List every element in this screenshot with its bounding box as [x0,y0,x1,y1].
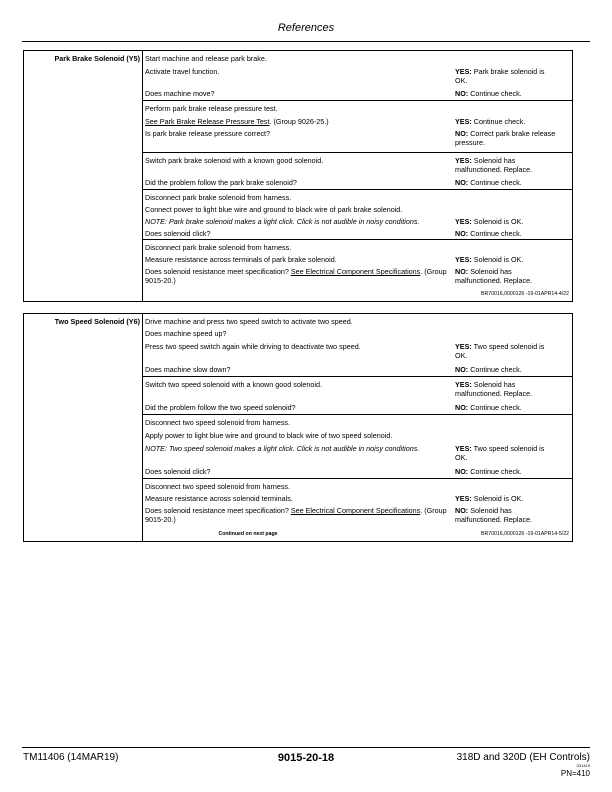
step-text: Disconnect park brake solenoid from harness. [145,243,292,252]
check-row [143,189,572,240]
check-row [143,152,572,190]
step-text: Does solenoid click? [145,467,211,476]
result-text: YES: Solenoid is OK. [455,255,524,264]
step-text: Does machine slow down? [145,365,231,374]
result-text: YES: Continue check. [455,117,526,126]
footer-rule [22,747,590,748]
step-text: Is park brake release pressure correct? [145,129,271,138]
step-text: Does machine move? [145,89,215,98]
step-text: Does solenoid resistance meet specification? See Electrical Component Specifications. (Group 9015-20.) [145,506,447,524]
specifications-link[interactable]: See Electrical Component Specifications [290,267,421,276]
check-row [143,376,572,415]
reference-code: BR70016,0000126 -19-01APR14-4/22 [481,291,569,297]
step-text: Does solenoid resistance meet specification? See Electrical Component Specifications. (Group 9015-20.) [145,267,447,285]
check-row [143,239,572,302]
reference-code: BR70016,0000126 -19-01APR14-5/22 [481,531,569,537]
specifications-link[interactable]: See Electrical Component Specifications [290,506,421,515]
result-text: NO: Continue check. [455,467,522,476]
result-text: YES: Two speed solenoid is OK. [455,444,545,462]
result-text: YES: Solenoid has malfunctioned. Replace. [455,156,533,174]
step-text: Disconnect two speed solenoid from harness. [145,482,291,491]
continued-note: Continued on next page [218,531,278,537]
note-text: NOTE: Two speed solenoid makes a light click. Click is not audible in noisy conditions. [145,444,420,453]
step-text: Activate travel function. [145,67,220,76]
component-cell [24,314,143,541]
note-text: NOTE: Park brake solenoid makes a light click. Click is not audible in noisy conditions. [145,217,420,226]
result-text: YES: Solenoid is OK. [455,217,524,226]
step-text: Press two speed switch again while driving to deactivate two speed. [145,342,361,351]
result-text: NO: Solenoid has malfunctioned. Replace. [455,506,533,524]
result-text: YES: Solenoid is OK. [455,494,524,503]
step-text: Disconnect two speed solenoid from harness. [145,418,291,427]
check-row [143,51,572,100]
result-text: YES: Two speed solenoid is OK. [455,342,545,360]
pressure-test-link[interactable]: See Park Brake Release Pressure Test [145,117,270,126]
component-name: Two Speed Solenoid (Y6) [54,317,140,326]
step-text: Measure resistance across terminals of park brake solenoid. [145,255,337,264]
footer-page-number: 9015-20-18 [277,752,335,764]
footer-date-code: 031419 [576,763,590,768]
step-text: Does solenoid click? [145,229,211,238]
component-cell [24,51,143,301]
step-text: Does machine speed up? [145,329,227,338]
result-text: NO: Continue check. [455,89,522,98]
step-text: Apply power to light blue wire and ground to black wire of two speed solenoid. [145,431,393,440]
result-text: YES: Solenoid has malfunctioned. Replace. [455,380,533,398]
step-text: Measure resistance across solenoid terminals. [145,494,293,503]
check-row [143,314,572,376]
check-row [143,414,572,479]
result-text: YES: Park brake solenoid is OK. [455,67,545,85]
check-row [143,478,572,542]
component-name: Park Brake Solenoid (Y5) [54,54,140,63]
step-text: Switch two speed solenoid with a known good solenoid. [145,380,323,389]
result-text: NO: Correct park brake release pressure. [455,129,556,147]
page-header-title: References [277,22,335,34]
footer-model: 318D and 320D (EH Controls) [456,752,590,763]
footer-pn: PN=410 [560,769,590,778]
check-row [143,100,572,153]
step-text: Switch park brake solenoid with a known good solenoid. [145,156,324,165]
step-text: Did the problem follow the park brake solenoid? [145,178,297,187]
step-text: Connect power to light blue wire and ground to black wire of park brake solenoid. [145,205,403,214]
step-text: Perform park brake release pressure test. [145,104,278,113]
park-brake-solenoid-table [23,50,573,302]
result-text: NO: Continue check. [455,403,522,412]
two-speed-solenoid-table [23,313,573,542]
step-text: Disconnect park brake solenoid from harness. [145,193,292,202]
footer-manual-id: TM11406 (14MAR19) [23,752,119,763]
step-text: Did the problem follow the two speed solenoid? [145,403,296,412]
step-text: Start machine and release park brake. [145,54,267,63]
result-text: NO: Solenoid has malfunctioned. Replace. [455,267,533,285]
step-text: Drive machine and press two speed switch to activate two speed. [145,317,353,326]
step-text: See Park Brake Release Pressure Test. (Group 9026-25.) [145,117,329,126]
result-text: NO: Continue check. [455,229,522,238]
result-text: NO: Continue check. [455,365,522,374]
header-rule [22,41,590,42]
result-text: NO: Continue check. [455,178,522,187]
